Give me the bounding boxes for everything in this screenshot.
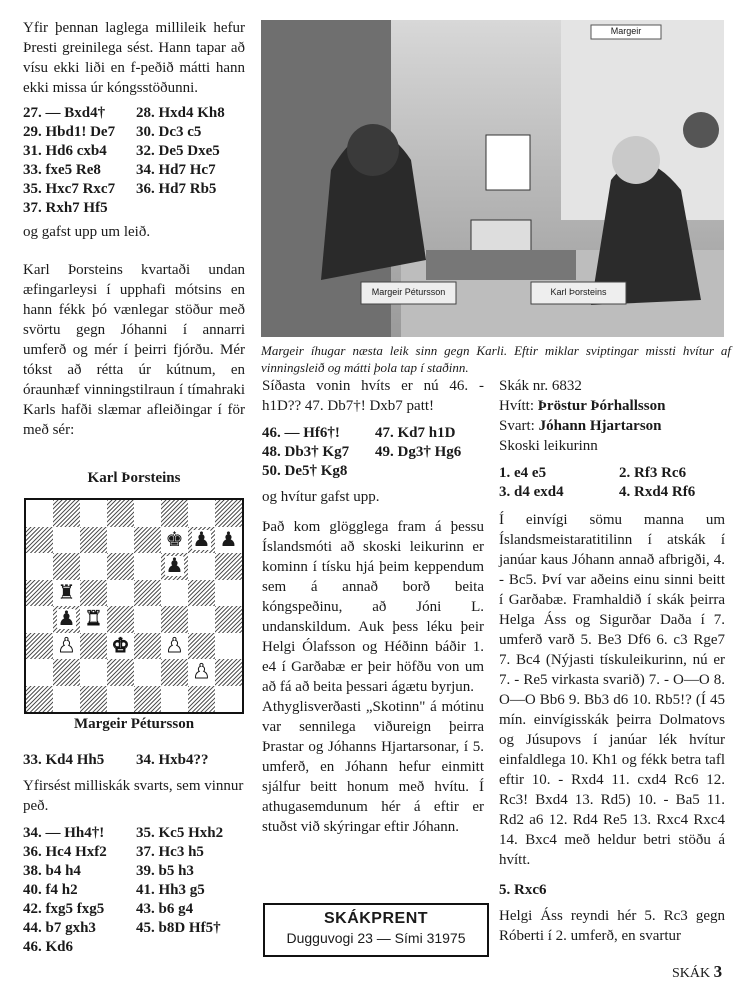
board-square <box>80 500 107 527</box>
board-square <box>161 686 188 713</box>
move-entry: 36. Hc4 Hxf2 <box>23 844 107 860</box>
black-label: Svart: <box>499 418 535 434</box>
white-pawn-icon: ♟ <box>57 634 76 657</box>
board-square <box>188 606 215 633</box>
move-entry: 34. Hxb4?? <box>136 752 209 768</box>
board-square <box>161 606 188 633</box>
board-square <box>161 580 188 607</box>
move-entry: 35. Kc5 Hxh2 <box>136 825 224 841</box>
board-square <box>26 500 53 527</box>
column-1-lower <box>23 751 245 957</box>
move-entry: 3. d4 exd4 <box>499 484 564 500</box>
board-square <box>161 500 188 527</box>
board-square <box>161 527 188 554</box>
board-top-player: Karl Þorsteins <box>87 470 181 486</box>
ad-title: SKÁKPRENT <box>323 910 429 927</box>
moves-block-5 <box>499 464 725 502</box>
move-5: 5. Rxc6 <box>499 882 547 898</box>
board-square <box>215 606 242 633</box>
board-square <box>188 686 215 713</box>
black-pawn-icon: ♟ <box>57 608 76 631</box>
move-entry: 30. Dc3 c5 <box>136 124 202 140</box>
board-square <box>53 500 80 527</box>
board-square <box>26 686 53 713</box>
chess-diagram <box>24 498 244 714</box>
board-square <box>215 527 242 554</box>
board-square <box>134 553 161 580</box>
page-number: 3 <box>713 962 723 981</box>
move-entry: 29. Hbd1! De7 <box>23 124 116 140</box>
skakprent-ad <box>263 903 489 957</box>
black-player: Jóhann Hjartarson <box>538 418 662 434</box>
board-square <box>215 659 242 686</box>
board-square <box>107 633 134 660</box>
move-entry: 32. De5 Dxe5 <box>136 143 220 159</box>
move-entry: 37. Hc3 h5 <box>136 844 204 860</box>
board-square <box>161 553 188 580</box>
move-entry: 43. b6 g4 <box>136 901 194 917</box>
move-entry: 36. Hd7 Rb5 <box>136 181 217 197</box>
black-pawn-icon: ♟ <box>192 528 211 551</box>
board-square <box>107 553 134 580</box>
board-square <box>161 633 188 660</box>
col2-paragraph-3: Athyglisverðasti „Skotinn" á mótinu var sennilega viðureign þeirra Þrastar og Jóhanns Hjartarsonar, í 5. umferð, en Jóhann hefur einmitt sjálfur beitt honum með hvítu. Í athugasemdunum hér á eftir er stuðst við skýringar eftir Jóhann. <box>262 699 484 835</box>
white-pawn-icon: ♟ <box>192 661 211 684</box>
col2-gave-up: og hvítur gafst upp. <box>262 489 380 505</box>
move-entry: 4. Rxd4 Rf6 <box>619 484 696 500</box>
moves-block-3 <box>23 824 245 957</box>
board-square <box>80 580 107 607</box>
board-square <box>80 553 107 580</box>
board-square <box>80 527 107 554</box>
move-entry: 42. fxg5 fxg5 <box>23 901 105 917</box>
move-entry: 39. b5 h3 <box>136 863 194 879</box>
move-entry: 37. Rxh7 Hf5 <box>23 200 108 216</box>
board-square <box>134 500 161 527</box>
move-entry: 38. b4 h4 <box>23 863 81 879</box>
move-entry: 34. Hd7 Hc7 <box>136 162 216 178</box>
game-number: Skák nr. 6832 <box>499 378 582 394</box>
move-entry <box>136 199 245 218</box>
board-square <box>134 527 161 554</box>
opening-name: Skoski leikurinn <box>499 438 598 454</box>
board-square <box>188 659 215 686</box>
move-entry: 41. Hh3 g5 <box>136 882 205 898</box>
move-entry: 35. Hxc7 Rxc7 <box>23 181 116 197</box>
move-entry: 44. b7 gxh3 <box>23 920 96 936</box>
board-square <box>215 500 242 527</box>
page-footer <box>672 962 722 982</box>
moves-block-1 <box>23 104 245 218</box>
board-square <box>53 527 80 554</box>
col2-paragraph-1: Síðasta vonin hvíts er nú 46. - h1D?? 47. Db7†! Dxb7 patt! <box>262 378 484 414</box>
board-square <box>53 606 80 633</box>
board-square <box>107 659 134 686</box>
move-entry: 49. Dg3† Hg6 <box>375 444 462 460</box>
board-square <box>188 553 215 580</box>
board-square <box>134 686 161 713</box>
column-3 <box>499 376 725 946</box>
board-square <box>53 633 80 660</box>
move-entry: 48. Db3† Kg7 <box>262 444 350 460</box>
board-square <box>26 606 53 633</box>
column-2 <box>262 376 484 837</box>
move-entry: 34. — Hh4†! <box>23 825 105 841</box>
board-square <box>134 659 161 686</box>
board-square <box>188 500 215 527</box>
board-square <box>107 606 134 633</box>
move-entry <box>136 938 245 957</box>
board-square <box>134 606 161 633</box>
note-text: Yfirsést milliskák svarts, sem vinnur peð. <box>23 778 244 814</box>
board-square <box>188 633 215 660</box>
board-square <box>134 633 161 660</box>
move-entry: 45. b8D Hf5† <box>136 920 221 936</box>
board-square <box>188 527 215 554</box>
board-square <box>107 500 134 527</box>
intro-paragraph: Yfir þennan laglega millileik hefur Þresti greinilega sést. Hann tapar að vísu ekki liði en f-peðið mátti hann ekki missa úr kóngsstöðunni. <box>23 20 245 96</box>
board-square <box>215 553 242 580</box>
board-square <box>26 633 53 660</box>
col3-paragraph-1: Í einvígi sömu manna um Íslandsmeistaratitilinn í atskák í janúar kaus Jóhann annað afbrigði, 4. - Bc5. Því var aðeins einu sinni beitt í Garðabæ. Framhaldið í skák þeirra Helga Áss og Sigurðar Daða í 7. umferð varð 5. Be3 Df6 6. c3 Rge7 7. Bc4 (Nýjasti tískuleikurinn, nú er 7. - Re5 virkasta svarið) 7. - O—O 8. O—O Bb6 9. Bb3 d6 10. Rb5!? (Í 45 mín. einvígisskák þeirra Dolmatovs og Júsupovs í janúar lék hvítur einfaldlega 10. Kh1 og fékk betra tafl eftir 10. - Rxd4 11. cxd4 Rc6 12. Rc3! Bxd4 13. Rd5) 10. - Ba5 11. Rd2 a6 12. Rd4 Re5 13. Rxc4 Rxc4 14. Bxc4 með heldur betri stöðu á hvítt. <box>499 512 725 868</box>
tournament-photo <box>261 20 724 337</box>
move-entry: 47. Kd7 h1D <box>375 425 456 441</box>
board-square <box>107 527 134 554</box>
black-king-icon: ♚ <box>165 528 184 551</box>
karl-paragraph: Karl Þorsteins kvartaði undan æfingarleysi í upphafi mótsins en hann fékk þó vænlegar stöður með svörtu gegn Jóhanni í annarri umferð og mér í þeirri fjórðu. Mér tókst að rétta úr kútnum, en óraunhæf vinningstilraun í tímahraki Karls hafði slæmar afleiðingar í för með sér: <box>23 262 245 438</box>
white-king-icon: ♚ <box>111 634 130 657</box>
col3-paragraph-2: Helgi Áss reyndi hér 5. Rc3 gegn Róberti í 2. umferð, en svartur <box>499 908 725 944</box>
moves-block-2 <box>23 751 245 770</box>
board-square <box>107 580 134 607</box>
board-square <box>188 580 215 607</box>
move-entry: 46. Kd6 <box>23 939 74 955</box>
white-player: Þröstur Þórhallsson <box>537 398 666 414</box>
board-bottom-player: Margeir Pétursson <box>73 716 195 732</box>
black-player-line <box>499 416 725 436</box>
photo-illustration <box>261 20 724 337</box>
move-entry <box>375 462 484 481</box>
board-square <box>53 659 80 686</box>
magazine-name: SKÁK <box>672 966 711 981</box>
move-entry: 31. Hd6 cxb4 <box>23 143 107 159</box>
banner-label: Margeir <box>610 26 642 36</box>
board-square <box>161 659 188 686</box>
column-1 <box>23 18 245 440</box>
white-pawn-icon: ♟ <box>165 634 184 657</box>
white-player-line <box>499 396 725 416</box>
board-square <box>53 580 80 607</box>
board-square <box>134 580 161 607</box>
board-square <box>26 580 53 607</box>
board-square <box>26 553 53 580</box>
board-square <box>80 633 107 660</box>
white-rook-icon: ♜ <box>84 608 103 631</box>
photo-caption: Margeir íhugar næsta leik sinn gegn Karli. Eftir miklar sviptingar missti hvítur af vinningsleið og mátti þola tap í staðinn. <box>261 343 731 375</box>
move-entry: 50. De5† Kg8 <box>262 463 348 479</box>
board-square <box>26 527 53 554</box>
move-entry: 2. Rf3 Rc6 <box>619 465 687 481</box>
black-rook-icon: ♜ <box>57 581 76 604</box>
board-square <box>80 606 107 633</box>
placard-left: Margeir Pétursson <box>371 287 446 297</box>
white-label: Hvítt: <box>499 398 535 414</box>
move-entry: 33. fxe5 Re8 <box>23 162 101 178</box>
move-entry: 28. Hxd4 Kh8 <box>136 105 225 121</box>
move-entry: 27. — Bxd4† <box>23 105 106 121</box>
ad-address: Dugguvogi 23 — Sími 31975 <box>286 930 466 946</box>
board-square <box>80 659 107 686</box>
move-entry: 33. Kd4 Hh5 <box>23 752 105 768</box>
board-square <box>215 580 242 607</box>
board-square <box>215 686 242 713</box>
board-square <box>80 686 107 713</box>
gave-up-text: og gafst upp um leið. <box>23 224 151 240</box>
move-entry: 46. — Hf6†! <box>262 425 340 441</box>
black-pawn-icon: ♟ <box>219 528 238 551</box>
move-entry: 1. e4 e5 <box>499 465 547 481</box>
move-entry: 40. f4 h2 <box>23 882 78 898</box>
board-square <box>107 686 134 713</box>
black-pawn-icon: ♟ <box>165 555 184 578</box>
board-square <box>53 686 80 713</box>
board-square <box>215 633 242 660</box>
board-square <box>26 659 53 686</box>
col2-paragraph-2: Það kom glögglega fram á þessu Íslandsmóti að skoski leikurinn er kominn í tísku hjá þeim keppendum sem á annað borð beita kóngspeðinu, að Jóni L. undanskildum. Auk þess léku þeir Helgi Ólafsson og Héðinn báðir 1. e4 í Garðabæ er þeir höfðu von um að fá að beita þessari ágætu byrjun. <box>262 519 484 695</box>
moves-block-4 <box>262 424 484 481</box>
board-square <box>53 553 80 580</box>
placard-right: Karl Þorsteins <box>550 287 607 297</box>
